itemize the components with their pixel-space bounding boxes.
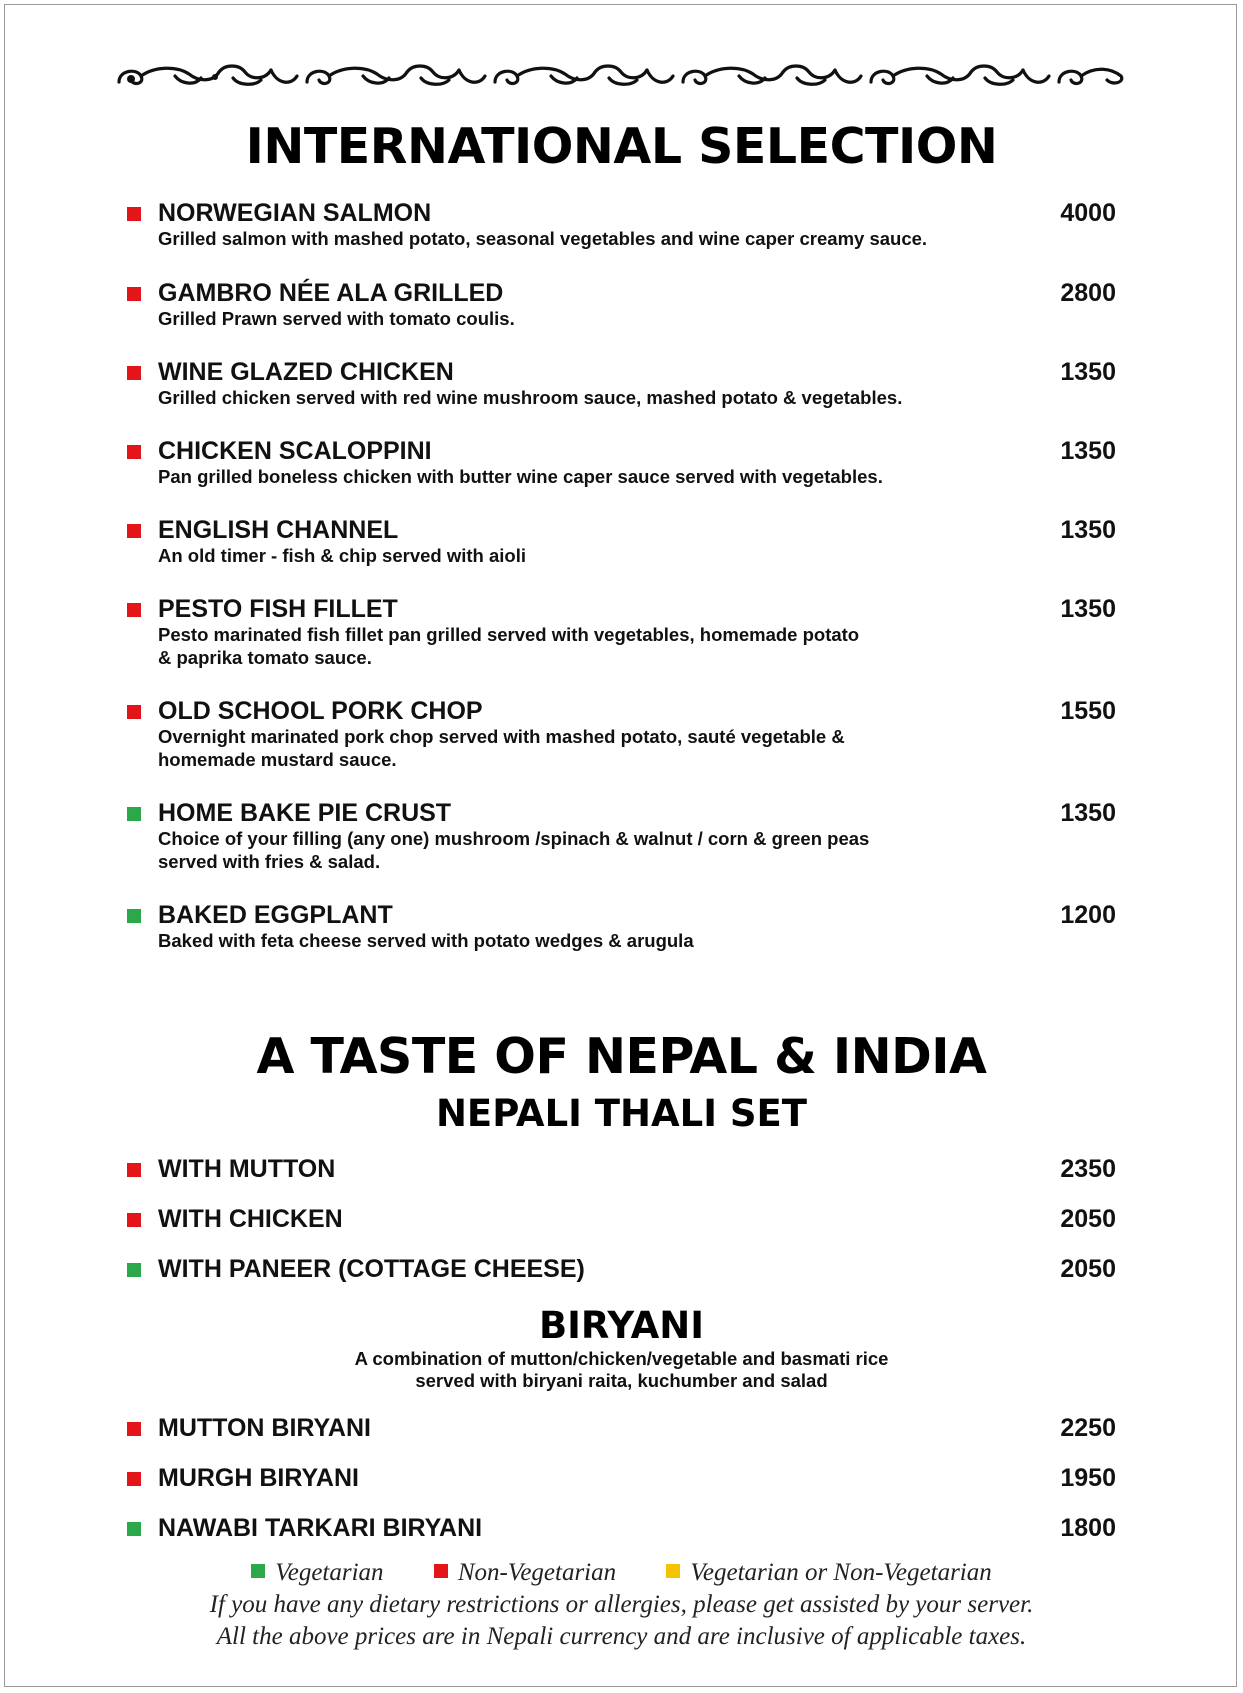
item-description: Grilled chicken served with red wine mushroom sauce, mashed potato & vegetables.: [158, 387, 903, 408]
legend-non-vegetarian: Non-Vegetarian: [434, 1559, 616, 1587]
legend-either: Vegetarian or Non-Vegetarian: [666, 1559, 991, 1587]
item-price: 1550: [1060, 697, 1116, 725]
item-name: BAKED EGGPLANT: [158, 901, 393, 929]
section-title-nepal: A TASTE OF NEPAL & INDIA: [256, 1028, 987, 1085]
item-price: 1350: [1060, 595, 1116, 623]
subsection-title-biryani: BIRYANI: [538, 1304, 705, 1347]
item-price: 2350: [1060, 1155, 1116, 1183]
item-price: 2050: [1060, 1205, 1116, 1233]
item-price: 1350: [1060, 799, 1116, 827]
nonveg-square-icon: [127, 705, 141, 719]
nonveg-square-icon: [127, 287, 141, 301]
item-description: Baked with feta cheese served with potato wedges & arugula: [158, 930, 694, 951]
item-price: 1950: [1060, 1464, 1116, 1492]
item-name: CHICKEN SCALOPPINI: [158, 437, 432, 465]
item-name: NAWABI TARKARI BIRYANI: [158, 1514, 483, 1542]
biryani-description-line-2: served with biryani raita, kuchumber and salad: [415, 1370, 828, 1391]
ornament-border-icon: [115, 62, 1127, 90]
item-description: Pan grilled boneless chicken with butter wine caper sauce served with vegetables.: [158, 466, 883, 487]
veg-square-icon: [127, 1263, 141, 1277]
item-price: 1350: [1060, 516, 1116, 544]
item-name: MURGH BIRYANI: [158, 1464, 359, 1492]
item-price: 2050: [1060, 1255, 1116, 1283]
item-description: Grilled salmon with mashed potato, seasonal vegetables and wine caper creamy sauce.: [158, 228, 928, 249]
item-price: 1350: [1060, 358, 1116, 386]
veg-square-icon: [251, 1564, 265, 1578]
item-description: Choice of your filling (any one) mushroom /spinach & walnut / corn & green peas: [158, 828, 870, 849]
item-description: Pesto marinated fish fillet pan grilled served with vegetables, homemade potato: [158, 624, 860, 645]
item-name: WITH CHICKEN: [158, 1205, 343, 1233]
item-description: served with fries & salad.: [158, 850, 381, 872]
item-description: homemade mustard sauce.: [158, 748, 397, 770]
item-description: Grilled Prawn served with tomato coulis.: [158, 308, 515, 329]
item-name: OLD SCHOOL PORK CHOP: [158, 697, 483, 725]
item-name: WINE GLAZED CHICKEN: [158, 358, 454, 386]
nonveg-square-icon: [127, 524, 141, 538]
nonveg-square-icon: [127, 603, 141, 617]
subsection-title-thali: NEPALI THALI SET: [435, 1092, 808, 1135]
item-name: WITH MUTTON: [158, 1155, 336, 1183]
item-name: GAMBRO NÉE ALA GRILLED: [158, 279, 504, 307]
nonveg-square-icon: [127, 366, 141, 380]
item-description: Overnight marinated pork chop served with mashed potato, sauté vegetable &: [158, 726, 845, 747]
item-name: HOME BAKE PIE CRUST: [158, 799, 452, 827]
item-name: ENGLISH CHANNEL: [158, 516, 399, 544]
currency-note: All the above prices are in Nepali currency and are inclusive of applicable taxes.: [216, 1623, 1027, 1650]
nonveg-square-icon: [127, 1163, 141, 1177]
item-name: PESTO FISH FILLET: [158, 595, 398, 623]
nonveg-square-icon: [127, 1472, 141, 1486]
diet-legend: [0, 1559, 1243, 1587]
veg-square-icon: [127, 807, 141, 821]
biryani-description-line-1: A combination of mutton/chicken/vegetable and basmati rice: [354, 1348, 889, 1369]
section-title-international: INTERNATIONAL SELECTION: [245, 118, 998, 175]
item-price: 1200: [1060, 901, 1116, 929]
nonveg-square-icon: [127, 1422, 141, 1436]
nonveg-square-icon: [127, 207, 141, 221]
item-price: 1800: [1060, 1514, 1116, 1542]
veg-square-icon: [127, 1522, 141, 1536]
nonveg-square-icon: [127, 445, 141, 459]
item-name: WITH PANEER (COTTAGE CHEESE): [158, 1255, 585, 1283]
nonveg-square-icon: [127, 1213, 141, 1227]
item-price: 2800: [1060, 279, 1116, 307]
item-description: An old timer - fish & chip served with aioli: [158, 545, 526, 566]
allergy-note: If you have any dietary restrictions or allergies, please get assisted by your server.: [209, 1591, 1034, 1618]
item-price: 2250: [1060, 1414, 1116, 1442]
nonveg-square-icon: [434, 1564, 448, 1578]
either-square-icon: [666, 1564, 680, 1578]
veg-square-icon: [127, 909, 141, 923]
legend-vegetarian: Vegetarian: [251, 1559, 383, 1587]
item-price: 4000: [1060, 199, 1116, 227]
item-name: NORWEGIAN SALMON: [158, 199, 432, 227]
item-price: 1350: [1060, 437, 1116, 465]
item-name: MUTTON BIRYANI: [158, 1414, 371, 1442]
item-description: & paprika tomato sauce.: [158, 646, 372, 668]
